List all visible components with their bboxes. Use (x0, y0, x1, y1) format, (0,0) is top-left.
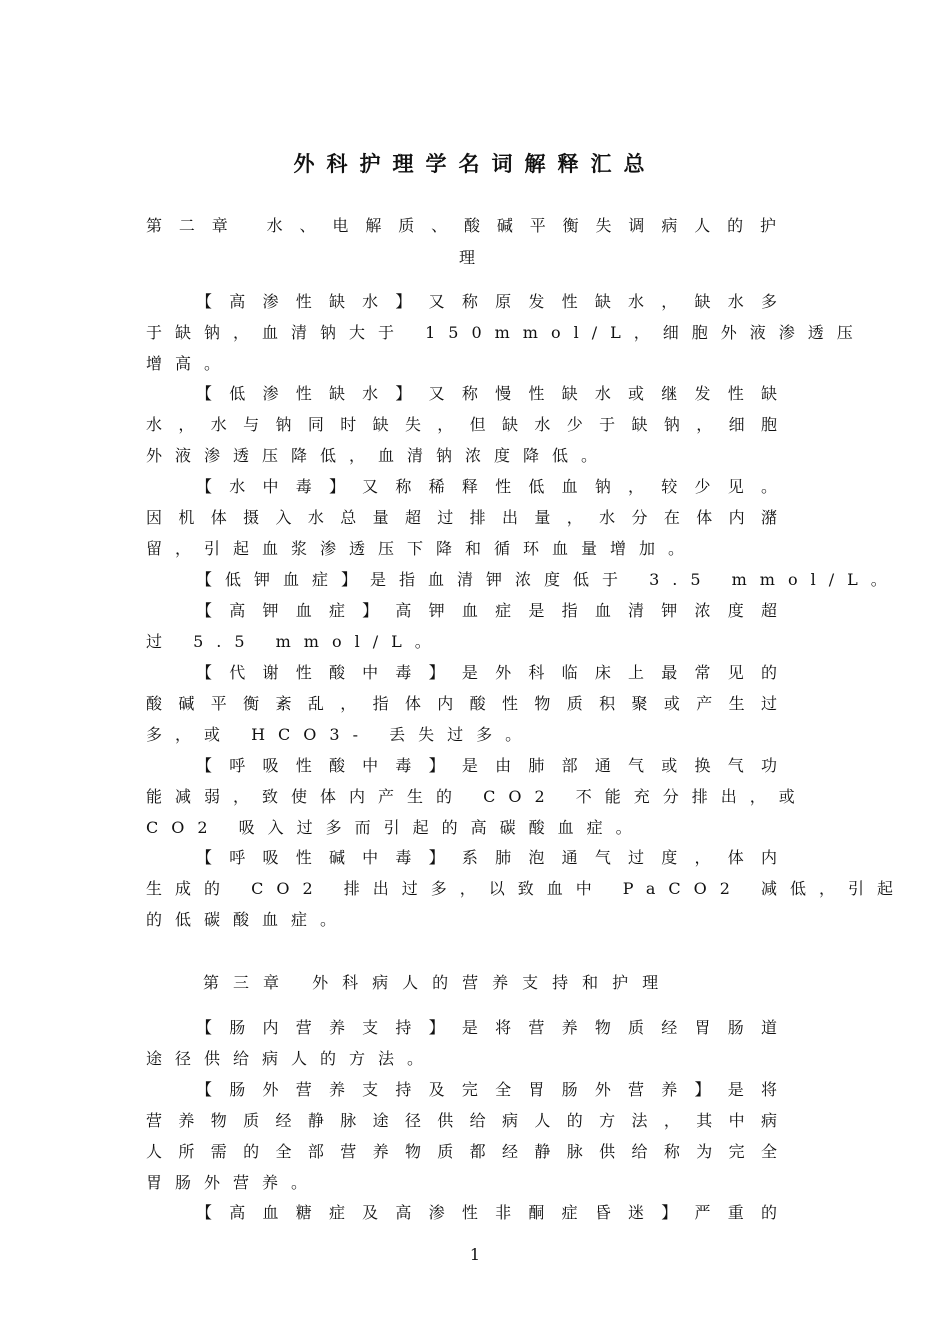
text-line: 【低渗性缺水】又称慢性缺水或继发性缺 (196, 384, 790, 403)
chapter-2-heading-continued: 理 (458, 248, 477, 267)
text-line: 于缺钠，血清钠大于 150mmol/L，细胞外液渗透压 (146, 323, 866, 342)
chapter-3-heading: 第三章 外科病人的营养支持和护理 (203, 973, 673, 992)
entry-hypokalemia (146, 564, 900, 595)
entry-hypotonic-dehydration (146, 378, 790, 471)
entry-hyperglycemia (146, 1197, 790, 1228)
text-line: 【代谢性酸中毒】是外科临床上最常见的 (196, 663, 790, 682)
text-line: 外液渗透压降低，血清钠浓度降低。 (146, 446, 611, 465)
text-line: 人所需的全部营养物质都经静脉供给称为完全 (146, 1142, 790, 1161)
text-line: 途径供给病人的方法。 (146, 1049, 437, 1068)
text-line: 多，或 HCO3- 丢失过多。 (146, 725, 535, 744)
entry-metabolic-acidosis (146, 657, 790, 750)
entry-hyperkalemia (146, 595, 790, 657)
text-line: 生成的 CO2 排出过多，以致血中 PaCO2 减低，引起 (146, 879, 907, 898)
text-line: 【水中毒】又称稀释性低血钠，较少见。 (196, 477, 790, 496)
text-line: 【低钾血症】是指血清钾浓度低于 3.5 mmol/L。 (196, 570, 900, 589)
text-line: 胃肠外营养。 (146, 1173, 321, 1192)
text-line: 的低碳酸血症。 (146, 910, 350, 929)
text-line: 【高血糖症及高渗性非酮症昏迷】严重的 (196, 1203, 790, 1222)
entry-hypertonic-dehydration (146, 286, 866, 379)
text-line: 【呼吸性碱中毒】系肺泡通气过度，体内 (196, 848, 790, 867)
page-number: 1 (469, 1245, 481, 1264)
entry-respiratory-alkalosis (146, 842, 907, 935)
entry-water-intoxication (146, 471, 790, 564)
entry-respiratory-acidosis (146, 750, 808, 843)
text-line: 留，引起血浆渗透压下降和循环血量增加。 (146, 539, 698, 558)
text-line: 因机体摄入水总量超过排出量，水分在体内潴 (146, 508, 790, 527)
entry-parenteral-nutrition (146, 1074, 790, 1198)
text-line: 【呼吸性酸中毒】是由肺部通气或换气功 (196, 756, 790, 775)
text-line: 【肠内营养支持】是将营养物质经胃肠道 (196, 1018, 790, 1037)
text-line: CO2 吸入过多而引起的高碳酸血症。 (146, 818, 645, 837)
text-line: 酸碱平衡紊乱，指体内酸性物质积聚或产生过 (146, 694, 790, 713)
text-line: 【高钾血症】高钾血症是指血清钾浓度超 (196, 601, 790, 620)
text-line: 过 5.5 mmol/L。 (146, 632, 444, 651)
chapter-2-heading: 第二章 水、电解质、酸碱平衡失调病人的护 (146, 216, 790, 235)
text-line: 增高。 (146, 354, 234, 373)
text-line: 能减弱，致使体内产生的 CO2 不能充分排出，或 (146, 787, 808, 806)
entry-enteral-nutrition (146, 1012, 790, 1074)
text-line: 【高渗性缺水】又称原发性缺水，缺水多 (196, 292, 790, 311)
text-line: 水，水与钠同时缺失，但缺水少于缺钠，细胞 (146, 415, 790, 434)
text-line: 【肠外营养支持及完全胃肠外营养】是将 (196, 1080, 790, 1099)
document-title: 外科护理学名词解释汇总 (293, 151, 657, 176)
text-line: 营养物质经静脉途径供给病人的方法，其中病 (146, 1111, 790, 1130)
